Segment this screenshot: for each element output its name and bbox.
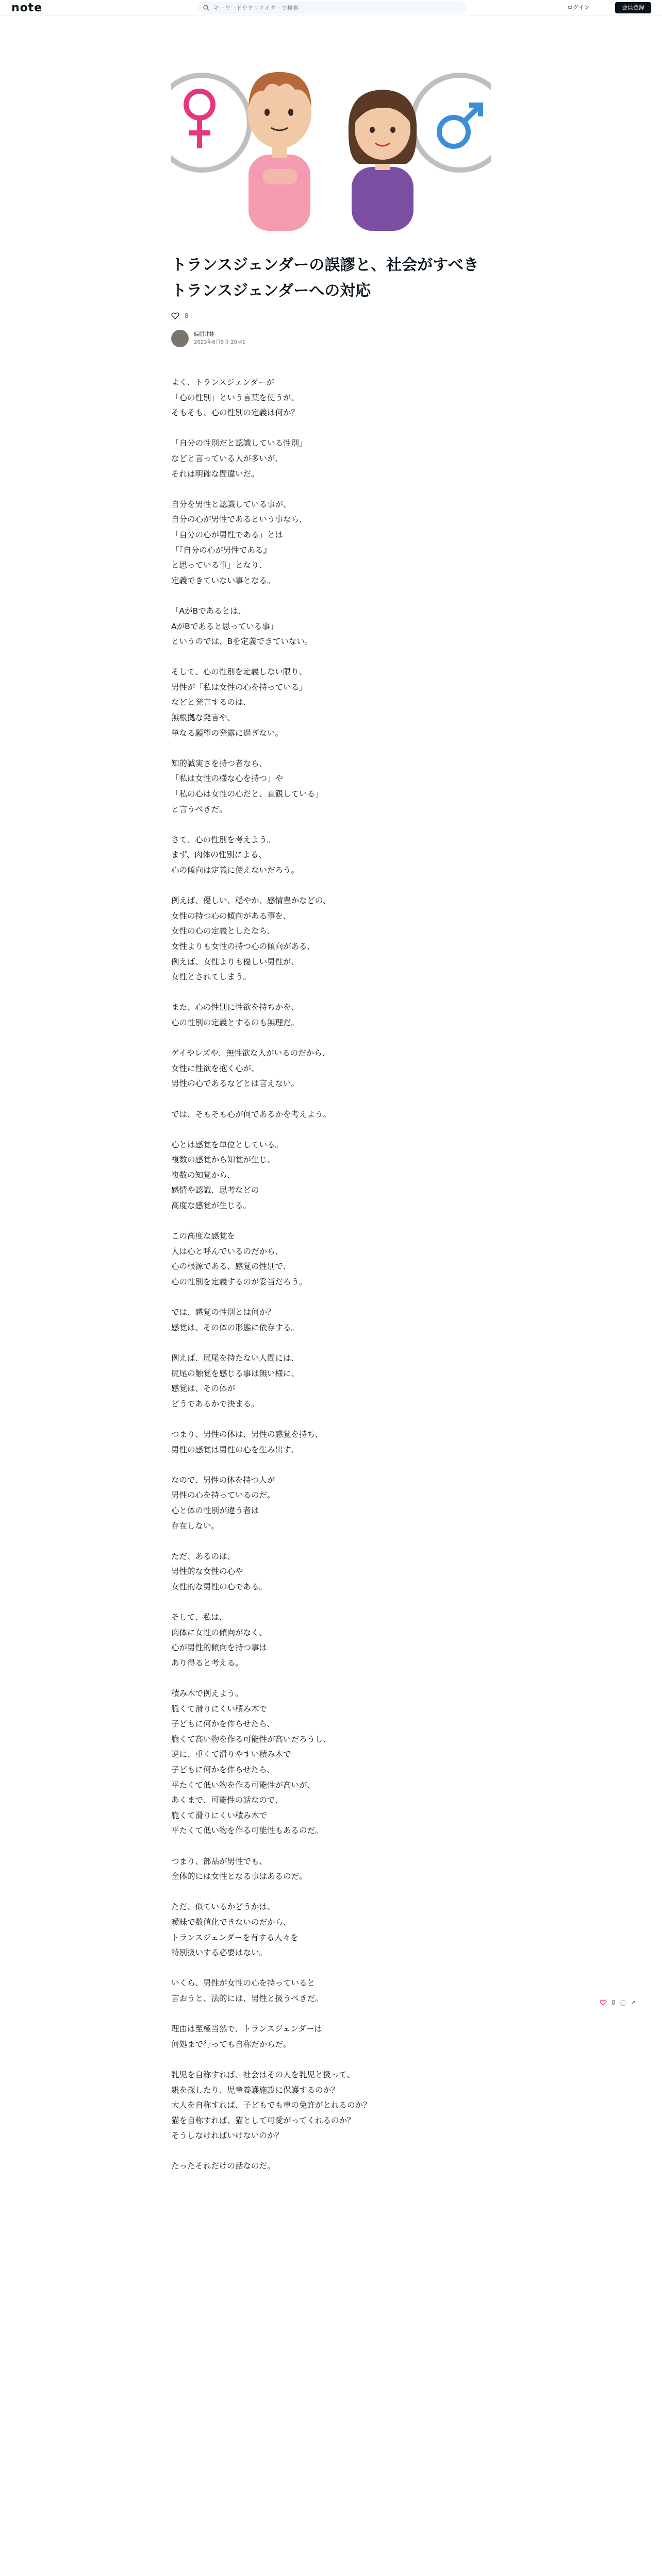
publish-date: 2023年6月9日 20:41 (194, 340, 246, 345)
heart-icon[interactable] (600, 1999, 607, 2006)
like-count: 8 (185, 312, 189, 319)
like-summary[interactable] (171, 312, 491, 319)
author-avatar[interactable] (171, 330, 189, 347)
side-actions (600, 1999, 636, 2006)
article-title: トランスジェンダーの誤謬と、社会がすべきトランスジェンダーへの対応 (171, 256, 479, 300)
login-button[interactable]: ログイン (567, 4, 590, 11)
article-body: よく、トランスジェンダーが 「心の性別」という言葉を使うが、 そもそも、心の性別の定義は何か？ 「自分の性別だと認識している性別」 などと言っている人が多いが、 それは明確な間違いだ。 自分を男性と認識している事が、 自分の心が男性であるという事なら、 「自分の心が男性である」とは 「『自分の心が男性である』 と思っている事」となり、 定義できていない事となる。 「AがBであるとは、 AがBであると思っている事」 というのでは、Bを定義できていない。 そして、心の性別を定義しない限り、 男性が「私は女性の心を持っている」 などと発言するのは、 無根拠な発言や、 単なる願望の発露に過ぎない。 知的誠実さを持つ者なら、 「私は女性の様な心を持つ」や 「私の心は女性の心だと、直観している」 と言うべきだ。 さて、心の性別を考えよう。 まず、肉体の性別による、 心の傾向は定義に使えないだろう。 例えば、優しい、穏やか、感情豊かなどの、 女性の持つ心の傾向がある事を、 女性の心の定義としたなら、 女性よりも女性の持つ心の傾向がある、 例えば、女性よりも優しい男性が、 女性とされてしまう。 また、心の性別に性欲を持ちかを、 心の性別の定義とするのも無理だ。 ゲイやレズや、無性欲な人がいるのだから、 女性に性欲を抱く心が、 男性の心であるなどとは言えない。 では、そもそも心が何であるかを考えよう。 心とは感覚を単位としている。 複数の感覚から知覚が生じ、 複数の知覚から、 感情や認識、思考などの 高度な感覚が生じる。 この高度な感覚を 人は心と呼んでいるのだから、 心の根源である、感覚の性別で、 心の性別を定義するのが妥当だろう。 では、感覚の性別とは何か？ 感覚は、その体の形態に依存する。 例えば、尻尾を持たない人間には、 尻尾の触覚を感じる事は無い様に、 感覚は、その体が どうであるかで決まる。 つまり、男性の体は、男性の感覚を持ち、 男性の感覚は男性の心を生み出す。 なので、男性の体を持つ人が 男性の心を持っているのだ。 心と体の性別が違う者は 存在しない。 ただ、あるのは、 男性的な女性の心や 女性的な男性の心である。 そして、私は、 肉体に女性の傾向がなく、 心が男性的傾向を持つ事は あり得ると考える。 積み木で例えよう。 脆くて滑りにくい積み木で 子どもに何かを作らせたら、 脆くて高い物を作る可能性が高いだろうし、 逆に、重くて滑りやすい積み木で 子どもに何かを作らせたら、 平たくて低い物を作る可能性が高いが、 あくまで、可能性の話なので、 脆くて滑りにくい積み木で 平たくて低い物を作る可能性もあるのだ。 つまり、部品が男性でも、 全体的には女性となる事はあるのだ。 ただ、似ているかどうかは、 曖昧で数値化できないのだから、 トランスジェンダーを有する人々を 特別扱いする必要はない。 いくら、男性が女性の心を持っていると 言おうと、法的には、男性と扱うべきだ。 理由は至極当然で、トランスジェンダーは 何処まで行っても自称だからだ。 乳児を自称すれば、社会はその人を乳児と扱って、 親を探したり、児童養護施設に保護するのか？ 大人を自称すれば、子どもでも車の免許がとれるのか？ 猫を自称すれば、猫として可愛がってくれるのか？ そうしなければいけないのか？ たったそれだけの話なのだ。 (171, 378, 371, 2171)
search-bar[interactable] (198, 2, 466, 14)
comment-icon[interactable]: ▢ (620, 1999, 626, 2006)
girl-figure (349, 90, 417, 231)
site-header (0, 0, 662, 15)
female-symbol-icon (171, 75, 250, 170)
side-like-count: 8 (611, 1999, 616, 2006)
share-icon[interactable]: ↗ (630, 1999, 636, 2006)
note-logo[interactable]: note (11, 2, 43, 14)
hero-illustration (171, 45, 491, 231)
search-input[interactable] (213, 5, 461, 11)
article (171, 252, 491, 2174)
author-info (171, 330, 491, 347)
signup-button[interactable]: 会員登録 (615, 2, 651, 13)
author-name[interactable]: 偏屈井蛙 (194, 332, 214, 337)
heart-icon (171, 312, 179, 319)
boy-figure (247, 72, 311, 231)
male-symbol-icon (412, 75, 491, 170)
search-icon (203, 5, 209, 11)
